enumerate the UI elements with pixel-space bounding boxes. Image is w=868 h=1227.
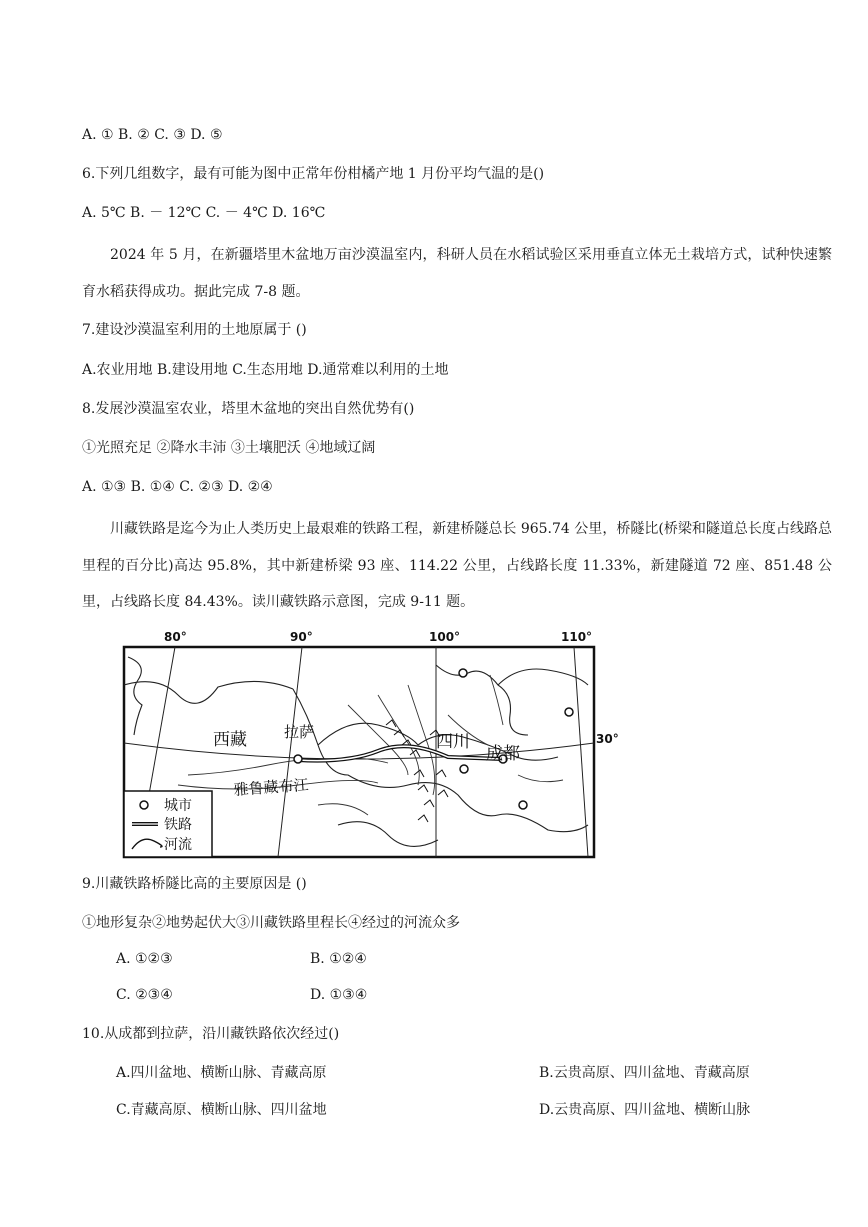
q9-option-d: D. ①③④ bbox=[310, 987, 368, 1003]
city-lhasa bbox=[294, 755, 302, 763]
q8-stem: 8.发展沙漠温室农业，塔里木盆地的突出自然优势有() bbox=[82, 401, 415, 417]
lon-label-110: 110° bbox=[561, 630, 593, 644]
legend-city-symbol bbox=[140, 801, 148, 809]
q9-option-a: A. ①②③ bbox=[116, 951, 173, 967]
railway-map bbox=[118, 625, 619, 860]
q8-options: A. ①③ B. ①④ C. ②③ D. ②④ bbox=[82, 479, 273, 495]
q9-option-c: C. ②③④ bbox=[116, 987, 173, 1003]
q9-items: ①地形复杂②地势起伏大③川藏铁路里程长④经过的河流众多 bbox=[82, 915, 460, 931]
q7-stem: 7.建设沙漠温室利用的土地原属于 () bbox=[82, 322, 307, 338]
q6-options: A. 5℃ B. － 12℃ C. － 4℃ D. 16℃ bbox=[82, 205, 326, 221]
city-marker bbox=[459, 669, 467, 677]
lon-label-90: 90° bbox=[290, 630, 313, 644]
q9-option-b: B. ①②④ bbox=[310, 951, 367, 967]
lat-label-30: 30° bbox=[596, 732, 619, 746]
lon-label-80: 80° bbox=[164, 630, 187, 644]
city-marker bbox=[460, 765, 468, 773]
q8-items: ①光照充足 ②降水丰沛 ③土壤肥沃 ④地域辽阔 bbox=[82, 440, 376, 456]
passage-7-8: 2024 年 5 月，在新疆塔里木盆地万亩沙漠温室内，科研人员在水稻试验区采用垂直立体无土栽培方式，试种快速繁育水稻获得成功。据此完成 7-8 题。 bbox=[82, 247, 832, 300]
q10-option-b: B.云贵高原、四川盆地、青藏高原 bbox=[539, 1065, 750, 1081]
legend-railway-label: 铁路 bbox=[164, 817, 192, 833]
passage-9-11: 川藏铁路是迄今为止人类历史上最艰难的铁路工程，新建桥隧总长 965.74 公里，桥隧比(桥梁和隧道总长度占线路总里程的百分比)高达 95.8%，其中新建桥梁 93 座、114.22 公里，占线路长度 11.33%，新建隧道 72 座、851.48 公里，占线路长度 84.43%。读川藏铁路示意图，完成 9-11 题。 bbox=[82, 521, 832, 610]
q10-stem: 10.从成都到拉萨，沿川藏铁路依次经过() bbox=[82, 1026, 340, 1042]
q5-options: A. ① B. ② C. ③ D. ⑤ bbox=[82, 127, 223, 143]
city-label-lhasa: 拉萨 bbox=[284, 723, 315, 741]
legend-city-label: 城市 bbox=[164, 798, 192, 814]
lon-label-100: 100° bbox=[429, 630, 461, 644]
q10-option-a: A.四川盆地、横断山脉、青藏高原 bbox=[116, 1065, 327, 1081]
q10-option-d: D.云贵高原、四川盆地、横断山脉 bbox=[539, 1102, 751, 1118]
city-marker bbox=[519, 801, 527, 809]
region-label-sichuan: 四川 bbox=[436, 732, 470, 752]
city-label-chengdu: 成都 bbox=[486, 744, 520, 764]
q10-option-c: C.青藏高原、横断山脉、四川盆地 bbox=[116, 1102, 327, 1118]
legend-river-label: 河流 bbox=[164, 837, 192, 853]
q9-stem: 9.川藏铁路桥隧比高的主要原因是 () bbox=[82, 876, 307, 892]
region-label-tibet: 西藏 bbox=[213, 730, 247, 750]
river-label-yarlung: 雅鲁藏布江 bbox=[233, 775, 310, 799]
q7-options: A.农业用地 B.建设用地 C.生态用地 D.通常难以利用的土地 bbox=[82, 362, 449, 378]
city-marker bbox=[565, 708, 573, 716]
q6-stem: 6.下列几组数字，最有可能为图中正常年份柑橘产地 1 月份平均气温的是() bbox=[82, 166, 545, 182]
